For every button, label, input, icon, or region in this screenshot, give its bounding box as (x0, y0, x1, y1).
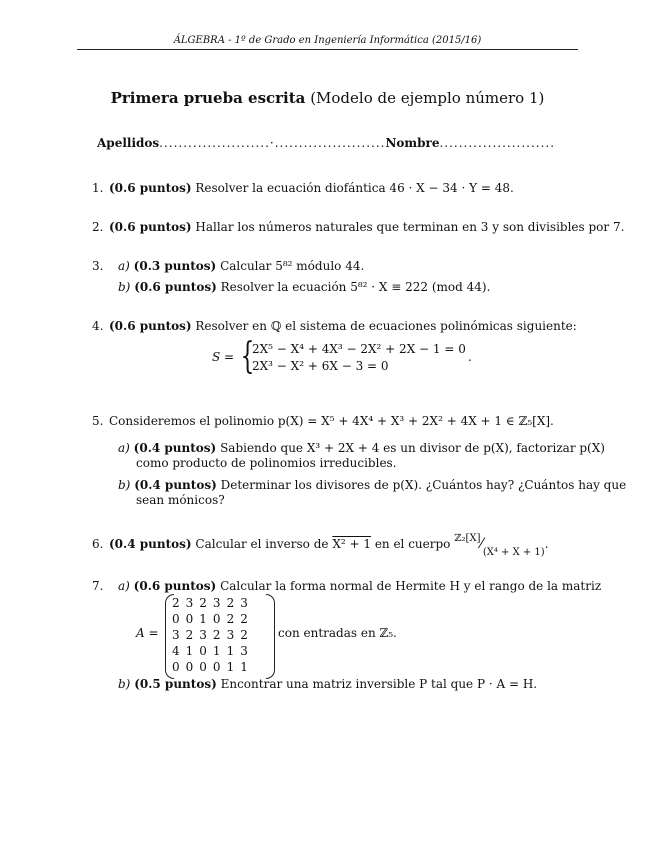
matrix-cell: 2 (226, 596, 235, 610)
q5b-points: (0.4 puntos) (134, 478, 217, 492)
system-eq1: 2X⁵ − X⁴ + 4X³ − 2X² + 2X − 1 = 0 (252, 342, 466, 356)
matrix-cell: 3 (172, 628, 180, 642)
nombre-dots: ........................ (439, 136, 556, 150)
q3-number: 3. (92, 259, 104, 273)
matrix-cell: 1 (226, 660, 235, 674)
system-brace: { (240, 336, 255, 377)
system-lhs: S = (212, 350, 235, 364)
q4-number: 4. (92, 319, 104, 333)
matrix-cell: 2 (240, 628, 248, 642)
q2-points: (0.6 puntos) (109, 220, 192, 234)
apellidos-dots: .......................·....................... (159, 136, 386, 150)
matrix-cell: 0 (185, 612, 194, 626)
matrix-cell: 0 (199, 660, 207, 674)
matrix-cell: 4 (172, 644, 180, 658)
matrix-table (169, 595, 251, 675)
nombre-label: Nombre (385, 136, 440, 150)
matrix-cell: 0 (212, 612, 221, 626)
system-eq2: 2X³ − X² + 6X − 3 = 0 (252, 359, 389, 373)
matrix-lhs: A = (136, 626, 159, 640)
matrix-cell: 0 (185, 660, 194, 674)
question-5: Consideremos el polinomio p(X) = X⁵ + 4X⁴ + X³ + 2X² + 4X + 1 ∈ ℤ₅[X]. (109, 414, 554, 428)
q3b-text: Resolver la ecuación 5⁸² · X ≡ 222 (mod 44). (220, 280, 491, 294)
matrix-cell: 0 (199, 644, 207, 658)
question-5b (118, 478, 626, 493)
matrix-cell: 2 (212, 628, 221, 642)
title-bold: Primera prueba escrita (110, 89, 306, 107)
matrix-row (169, 611, 251, 627)
q1-points: (0.6 puntos) (109, 181, 192, 195)
q7b-label: b) (118, 677, 131, 691)
apellidos-label: Apellidos (97, 136, 160, 150)
q6-number: 6. (92, 537, 104, 551)
q4-text: Resolver en ℚ el sistema de ecuaciones polinómicas siguiente: (195, 319, 577, 333)
matrix-cell: 3 (240, 644, 248, 658)
q7a-points: (0.6 puntos) (133, 579, 217, 593)
header-rule (77, 49, 578, 50)
matrix-cell: 2 (185, 628, 194, 642)
exam-title (0, 89, 655, 107)
matrix-cell: 2 (199, 596, 207, 610)
q1-number: 1. (92, 181, 104, 195)
q3a-points: (0.3 puntos) (133, 259, 217, 273)
matrix-after: con entradas en ℤ₅. (278, 626, 397, 640)
matrix-cell: 1 (212, 644, 221, 658)
question-5a (118, 441, 605, 456)
q5a-line2: como producto de polinomios irreducibles. (136, 456, 397, 470)
q3a-label: a) (118, 259, 130, 273)
matrix-cell: 2 (226, 612, 235, 626)
q2-text: Hallar los números naturales que terminan en 3 y son divisibles por 7. (195, 220, 625, 234)
question-7b (118, 677, 537, 692)
question-3a (118, 259, 364, 274)
matrix-row (169, 643, 251, 659)
title-subtitle: (Modelo de ejemplo número 1) (310, 89, 545, 107)
q5-number: 5. (92, 414, 104, 428)
q7a-text: Calcular la forma normal de Hermite H y el rango de la matriz (220, 579, 602, 593)
q6-text: Calcular el inverso de (195, 537, 329, 551)
matrix-cell: 0 (172, 660, 180, 674)
matrix-row (169, 627, 251, 643)
matrix-cell: 2 (172, 596, 180, 610)
q5a-label: a) (118, 441, 130, 455)
matrix-row (169, 659, 251, 675)
q3b-points: (0.6 puntos) (134, 280, 217, 294)
q6-element: X² + 1 (332, 537, 371, 551)
question-4 (109, 319, 577, 334)
matrix-right-bracket (266, 594, 275, 679)
q7a-label: a) (118, 579, 130, 593)
question-1 (109, 181, 514, 196)
matrix-cell: 0 (212, 660, 221, 674)
matrix-cell: 0 (172, 612, 180, 626)
equation-system (212, 336, 482, 381)
q5b-line1: Determinar los divisores de p(X). ¿Cuántos hay? ¿Cuántos hay que (220, 478, 627, 492)
question-3b (118, 280, 490, 295)
matrix-row (169, 595, 251, 611)
matrix-cell: 3 (226, 628, 235, 642)
page-header: ÁLGEBRA - 1º de Grado en Ingeniería Informática (2015/16) (173, 35, 482, 46)
quotient-slash: ⁄ (480, 536, 483, 552)
name-fields (97, 136, 577, 150)
q2-number: 2. (92, 220, 104, 234)
q5b-label: b) (118, 478, 131, 492)
q4-points: (0.6 puntos) (109, 319, 192, 333)
question-2 (109, 220, 624, 235)
q6-points: (0.4 puntos) (109, 537, 192, 551)
matrix-cell: 1 (226, 644, 235, 658)
q6-period: . (544, 537, 549, 551)
q5a-line1: Sabiendo que X³ + 2X + 4 es un divisor de p(X), factorizar p(X) (220, 441, 605, 455)
matrix-cell: 2 (240, 612, 248, 626)
question-7a (118, 579, 601, 594)
q7b-points: (0.5 puntos) (134, 677, 217, 691)
q6-ideal: (X⁴ + X + 1) (482, 547, 545, 559)
q7b-text: Encontrar una matriz inversible P tal que P · A = H. (220, 677, 538, 691)
q3b-label: b) (118, 280, 131, 294)
system-period: . (468, 350, 472, 364)
q6-mid: en el cuerpo (374, 537, 451, 551)
q1-text: Resolver la ecuación diofántica 46 · X − 34 · Y = 48. (195, 181, 514, 195)
q5b-line2: sean mónicos? (136, 493, 225, 507)
q3a-text: Calcular 5⁸² módulo 44. (220, 259, 365, 273)
matrix-body (169, 595, 251, 675)
matrix-cell: 3 (212, 596, 221, 610)
matrix-cell: 1 (240, 660, 248, 674)
q7-number: 7. (92, 579, 104, 593)
matrix-cell: 3 (240, 596, 248, 610)
q6-ring: ℤ₂[X] (454, 533, 481, 544)
matrix-A (165, 594, 275, 678)
matrix-cell: 3 (199, 628, 207, 642)
q5a-points: (0.4 puntos) (133, 441, 217, 455)
matrix-cell: 1 (199, 612, 207, 626)
matrix-cell: 3 (185, 596, 194, 610)
matrix-cell: 1 (185, 644, 194, 658)
question-6 (109, 533, 549, 559)
